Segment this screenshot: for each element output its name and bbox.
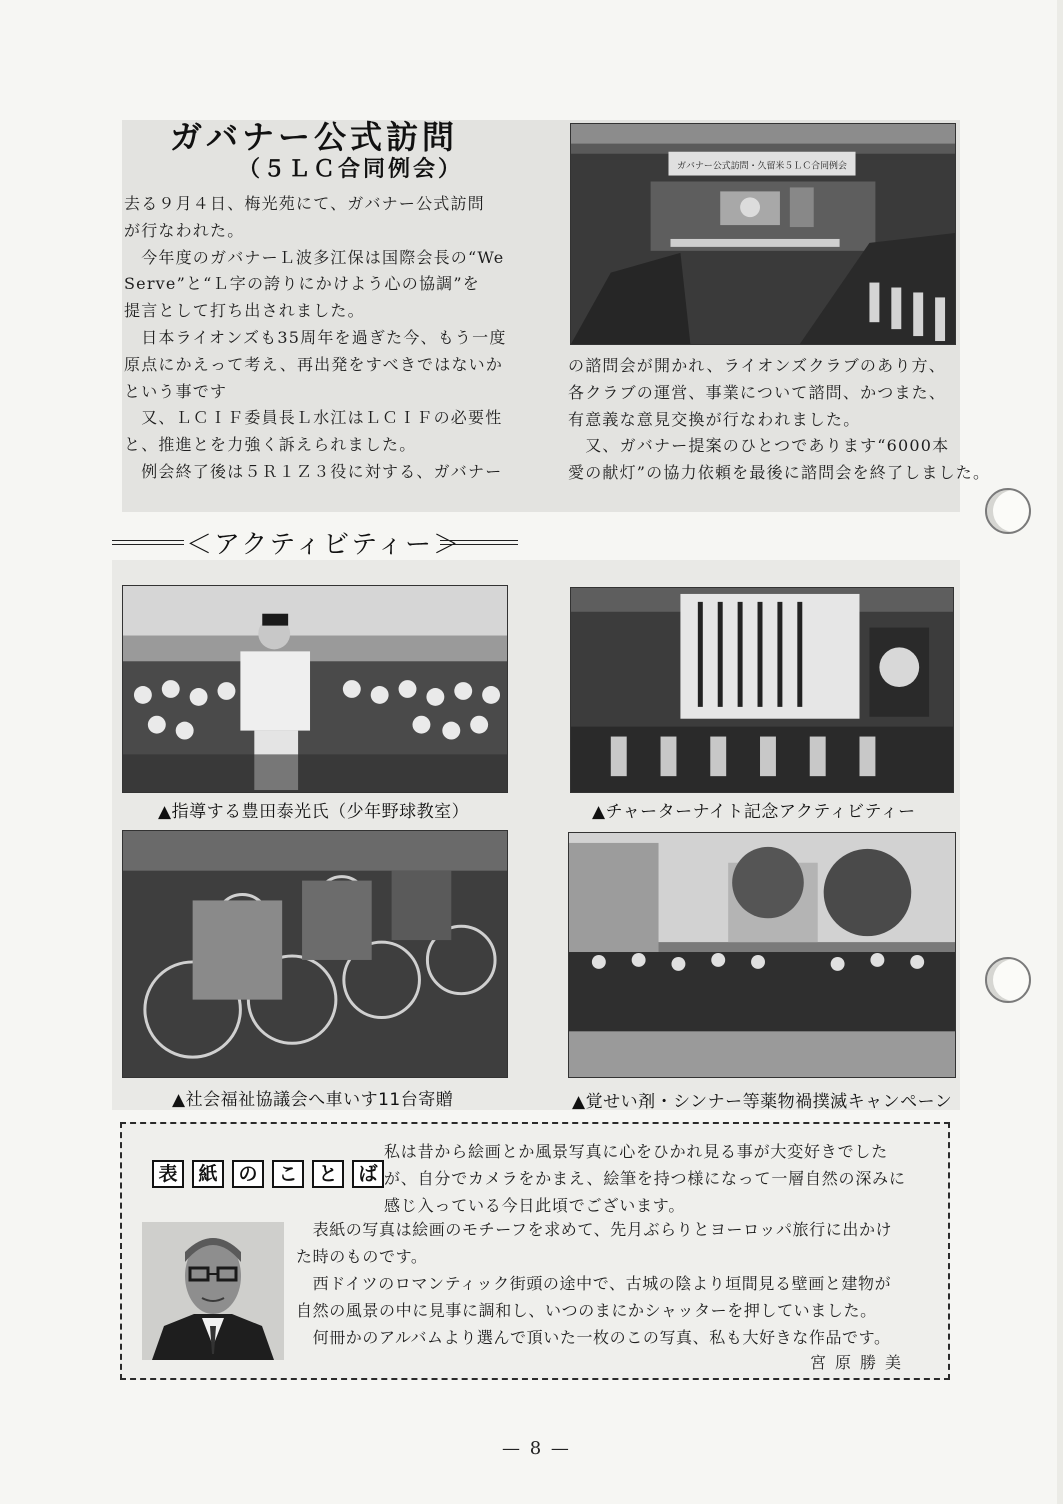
article-title: ガバナー公式訪問 — [170, 118, 459, 156]
drug-campaign-photo — [568, 832, 956, 1078]
page-number: — 8 — — [502, 1438, 571, 1459]
page-edge — [1057, 0, 1063, 1504]
cover-line: 表紙の写真は絵画のモチーフを求めて、先月ぶらりとヨーロッパ旅行に出かけ — [296, 1220, 893, 1239]
heading-rule-right — [440, 540, 518, 545]
heading-char: ば — [352, 1160, 384, 1188]
charter-night-photo — [570, 587, 954, 793]
cover-intro-text — [384, 1138, 906, 1219]
cover-body-text — [296, 1216, 892, 1351]
heading-char: 表 — [152, 1160, 184, 1188]
heading-char: の — [232, 1160, 264, 1188]
author-name: 宮原勝美 — [810, 1353, 911, 1372]
article-line: 各クラブの運営、事業について諮問、かつまた、 — [568, 382, 947, 402]
article-line: 提言として打ち出されました。 — [124, 301, 365, 321]
cover-line: 何冊かのアルバムより選んで頂いた一枚のこの写真、私も大好きな作品です。 — [296, 1328, 891, 1347]
article-line: 有意義な意見交換が行なわれました。 — [568, 409, 861, 429]
article-line: 例会終了後は５Ｒ１Ｚ３役に対する、ガバナー — [124, 461, 503, 481]
article-line: 又、ガバナー提案のひとつであります“6000本 — [568, 436, 950, 456]
author-portrait — [142, 1222, 284, 1360]
article-line: の諮問会が開かれ、ライオンズクラブのあり方、 — [568, 356, 946, 375]
article-subtitle: （５ＬＣ合同例会） — [238, 157, 464, 182]
baseball-clinic-photo — [122, 585, 508, 793]
caption-baseball-clinic: ▲指導する豊田泰光氏（少年野球教室） — [158, 802, 470, 822]
article-line: 今年度のガバナーＬ波多江保は国際会長の“We — [124, 247, 505, 267]
heading-char: 紙 — [192, 1160, 224, 1188]
cover-line: た時のものです。 — [296, 1247, 428, 1266]
wheelchair-donation-photo — [122, 830, 508, 1078]
cover-line: 西ドイツのロマンティック街頭の途中で、古城の陰より垣間見る壁画と建物が — [296, 1274, 892, 1293]
heading-char: と — [312, 1160, 344, 1188]
article-line: 日本ライオンズも35周年を過ぎた今、もう一度 — [124, 327, 507, 347]
meeting-photo — [570, 123, 956, 345]
caption-wheelchair-donation: ▲社会福祉協議会へ車いす11台寄贈 — [172, 1090, 454, 1110]
caption-drug-campaign: ▲覚せい剤・シンナー等薬物禍撲滅キャンペーン — [572, 1092, 953, 1112]
cover-line: 感じ入っている今日此頃でございます。 — [384, 1196, 686, 1215]
cover-words-heading — [152, 1160, 384, 1188]
article-line: 原点にかえって考え、再出発をすべきではないか — [124, 354, 504, 374]
meeting-banner-text: ガバナー公式訪問・久留米５ＬＣ合同例会 — [677, 161, 847, 172]
article-line: 又、ＬＣＩＦ委員長Ｌ水江はＬＣＩＦの必要性 — [124, 408, 503, 428]
article-line: 去る９月４日、梅光苑にて、ガバナー公式訪問 — [124, 194, 485, 213]
article-right-column — [568, 353, 991, 487]
cover-line: が、自分でカメラをかまえ、絵筆を持つ様になって一層自然の深みに — [384, 1169, 906, 1188]
binder-hole-upper — [985, 488, 1031, 534]
cover-line: 自然の風景の中に見事に調和し、いつのまにかシャッターを押していました。 — [296, 1301, 877, 1320]
article-line: 愛の献灯”の協力依頼を最後に諮問会を終了しました。 — [568, 463, 991, 483]
article-line: と、推進とを力強く訴えられました。 — [124, 435, 417, 455]
article-line: が行なわれた。 — [124, 220, 245, 240]
heading-rule-left — [112, 540, 184, 545]
article-line: Serve”と“Ｌ字の誇りにかけよう心の協調”を — [124, 274, 480, 294]
activity-heading: ＜アクティビティー＞ — [186, 530, 462, 560]
caption-charter-night: ▲チャーターナイト記念アクティビティー — [592, 802, 916, 822]
heading-char: こ — [272, 1160, 304, 1188]
article-line: という事です — [124, 381, 228, 401]
article-left-column — [124, 191, 544, 486]
binder-hole-lower — [985, 957, 1031, 1003]
cover-line: 私は昔から絵画とか風景写真に心をひかれ見る事が大変好きでした — [384, 1142, 889, 1161]
